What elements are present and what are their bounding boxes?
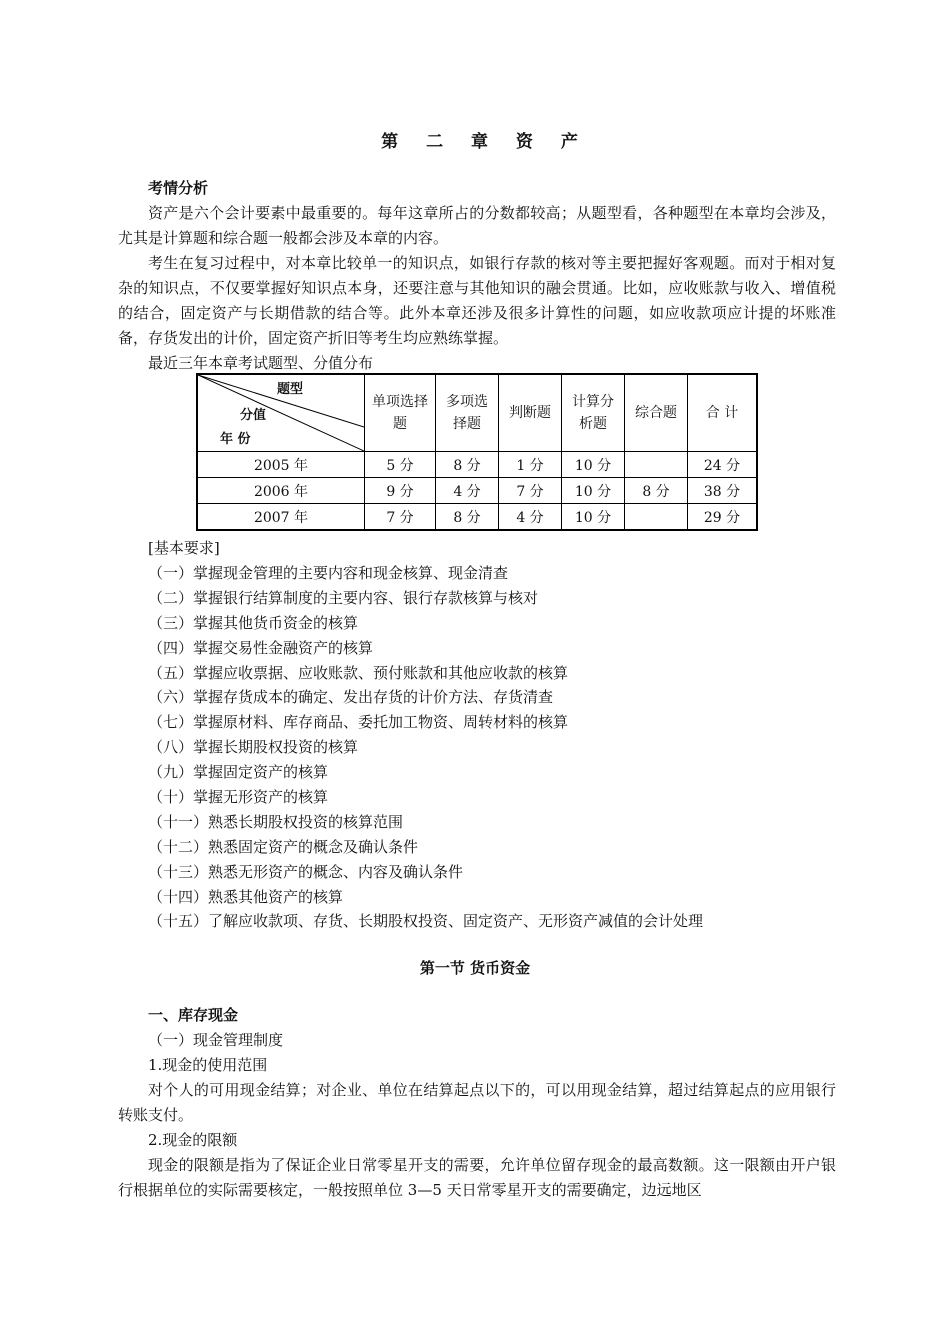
table-row	[197, 504, 757, 531]
table-row	[197, 478, 757, 504]
year-cell: 2005 年	[197, 452, 365, 478]
analysis-heading: 考情分析	[148, 179, 209, 197]
score-cell: 10 分	[562, 452, 625, 478]
score-cell	[625, 452, 688, 478]
score-distribution-table	[196, 373, 758, 531]
header-multiple-choice: 多项选择题	[446, 394, 488, 432]
table-header-row	[197, 374, 757, 452]
header-true-false: 判断题	[499, 374, 562, 452]
requirements-section	[118, 536, 836, 934]
total-cell: 24 分	[688, 452, 758, 478]
score-cell: 8 分	[436, 452, 499, 478]
requirement-item: （十三）熟悉无形资产的概念、内容及确认条件	[148, 862, 464, 881]
item-title-cash-limit: 2.现金的限额	[148, 1131, 238, 1149]
score-cell: 1 分	[499, 452, 562, 478]
requirement-item: （五）掌握应收票据、应收账款、预付账款和其他应收款的核算	[148, 663, 569, 682]
score-cell: 10 分	[562, 504, 625, 531]
header-calculation: 计算分析题	[572, 394, 614, 432]
score-cell: 8 分	[625, 478, 688, 504]
requirement-item: （二）掌握银行结算制度的主要内容、银行存款核算与核对	[148, 588, 539, 607]
section-title: 第一节 货币资金	[419, 959, 531, 977]
requirement-item: （七）掌握原材料、库存商品、委托加工物资、周转材料的核算	[148, 713, 569, 732]
year-cell: 2006 年	[197, 478, 365, 504]
score-cell: 7 分	[365, 504, 436, 531]
corner-label-year: 年 份	[220, 432, 251, 447]
analysis-paragraph-1: 资产是六个会计要素中最重要的。每年这章所占的分数都较高；从题型看，各种题型在本章均会涉及，尤其是计算题和综合题一般都会涉及本章的内容。	[118, 204, 836, 247]
corner-label-score: 分值	[240, 408, 267, 423]
requirement-item: （十一）熟悉长期股权投资的核算范围	[148, 812, 404, 831]
header-total: 合 计	[688, 374, 758, 452]
header-single-choice: 单项选择题	[372, 394, 428, 432]
requirement-item: （三）掌握其他货币资金的核算	[148, 613, 359, 632]
requirement-item: （十四）熟悉其他资产的核算	[148, 887, 344, 906]
subsection-title: （一）现金管理制度	[148, 1031, 284, 1049]
header-comprehensive: 综合题	[625, 374, 688, 452]
requirement-item: （十）掌握无形资产的核算	[148, 788, 329, 807]
score-cell: 5 分	[365, 452, 436, 478]
table-row	[197, 452, 757, 478]
chapter-title: 第 二 章 资 产	[381, 132, 589, 152]
score-cell: 4 分	[499, 504, 562, 531]
cash-section	[118, 1003, 836, 1203]
item-text-cash-limit: 现金的限额是指为了保证企业日常零星开支的需要，允许单位留存现金的最高数额。这一限额由开户银行根据单位的实际需要核定，一般按照单位 3—5 天日常零星开支的需要确定，边远地区	[118, 1156, 836, 1199]
requirement-item: （一）掌握现金管理的主要内容和现金核算、现金清查	[148, 564, 509, 582]
score-cell: 9 分	[365, 478, 436, 504]
requirements-heading: [基本要求]	[148, 539, 220, 557]
corner-label-type: 题型	[277, 382, 304, 397]
year-cell: 2007 年	[197, 504, 365, 531]
score-cell: 7 分	[499, 478, 562, 504]
item-text-usage-scope: 对个人的可用现金结算；对企业、单位在结算起点以下的，可以用现金结算，超过结算起点的应用银行转账支付。	[118, 1081, 836, 1124]
requirement-item: （六）掌握存货成本的确定、发出存货的计价方法、存货清查	[148, 688, 554, 707]
score-cell: 10 分	[562, 478, 625, 504]
requirement-item: （九）掌握固定资产的核算	[148, 763, 329, 782]
score-cell: 8 分	[436, 504, 499, 531]
requirement-item: （十二）熟悉固定资产的概念及确认条件	[148, 837, 419, 856]
score-cell	[625, 504, 688, 531]
requirement-item: （十五）了解应收款项、存货、长期股权投资、固定资产、无形资产减值的会计处理	[148, 912, 704, 931]
requirement-item: （八）掌握长期股权投资的核算	[148, 738, 359, 757]
total-cell: 38 分	[688, 478, 758, 504]
requirement-item: （四）掌握交易性金融资产的核算	[148, 638, 374, 657]
analysis-paragraph-2: 考生在复习过程中，对本章比较单一的知识点，如银行存款的核对等主要把握好客观题。而对于相对复杂的知识点，不仅要掌握好知识点本身，还要注意与其他知识的融会贯通。比如，应收账款与收入、增值税的结合，固定资产与长期借款的结合等。此外本章还涉及很多计算性的问题，如应收款项应计提的坏账准备，存货发出的计价，固定资产折旧等考生均应熟练掌握。	[118, 254, 836, 347]
score-cell: 4 分	[436, 478, 499, 504]
table-corner-cell	[197, 374, 365, 452]
table-caption: 最近三年本章考试题型、分值分布	[148, 354, 374, 372]
item-title-usage-scope: 1.现金的使用范围	[148, 1056, 268, 1074]
section-subheading: 一、库存现金	[148, 1006, 239, 1024]
analysis-section	[118, 176, 836, 376]
total-cell: 29 分	[688, 504, 758, 531]
